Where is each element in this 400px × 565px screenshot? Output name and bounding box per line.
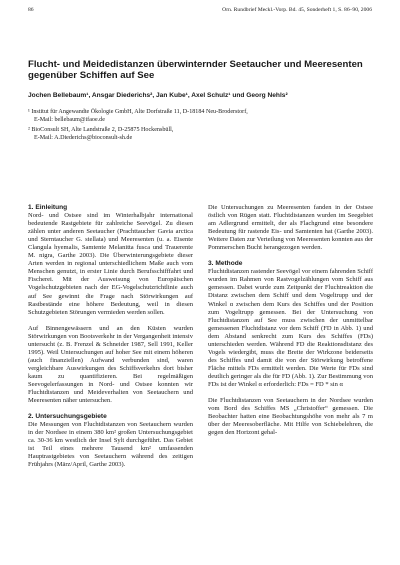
left-column	[28, 204, 193, 469]
page-number: 86	[28, 7, 34, 13]
affiliation-1: ¹ Institut für Angewandte Ökologie GmbH, Alte Dorfstraße 11, D-18184 Neu-Broderstorf,	[28, 109, 248, 115]
section-heading-method: 3. Methode	[208, 260, 243, 268]
author-list: Jochen Bellebaum¹, Ansgar Diederichs², Jan Kube¹, Axel Schulz¹ und Georg Nehls²	[28, 92, 288, 99]
study-areas-continuation: Die Untersuchungen zu Meeresenten fanden in der Ostsee östlich von Rügen statt. Fluchtdistanzen wurden im Seegebiet am Adlergrund ermittelt, der als Flachgrund eine besondere Bedeutung für rastende Eis- und Samtenten hat (Garthe 2003). Weitere Daten zur Verteilung von Meeresenten konnten aus der Pommerschen Bucht herangezogen werden.	[208, 204, 373, 252]
intro-paragraph-1: Nord- und Ostsee sind im Winterhalbjahr international bedeutende Rastgebiete für zahlreiche Seevögel. Zu diesen zählen unter anderen Seetaucher (Prachttaucher Gavia arctica und Sterntaucher G. stellata) und Meeresenten (u. a. Eisente Clangula hyemalis, Samtente Melanitta fusca und Trauerente M. nigra, Garthe 2003). Die Überwinterungsgebiete dieser Arten werden in regional unterschiedlichem Maße auch vom Menschen genutzt, in erster Linie durch Berufsschifffahrt und Fischerei. Mit der Ausweisung von Europäischen Vogelschutzgebieten nach der EG-Vogelschutzrichtlinie auch auf See gewinnt die Frage nach Störwirkungen auf Rastbestände eine höhere Bedeutung, weil in diesen Schutzgebieten Störungen vermieden werden sollen.	[28, 212, 193, 316]
journal-citation: Orn. Rundbrief Meckl.-Vorp. Bd. 45, Sonderheft 1, S. 86–90, 2006	[222, 7, 372, 13]
paper-title: Flucht- und Meidedistanzen überwinternder Seetaucher und Meeresenten gegenüber Schiffen auf See	[28, 59, 363, 82]
affiliation-1-email: E-Mail: bellebaum@ifaoe.de	[34, 117, 105, 123]
study-areas-paragraph: Die Messungen von Fluchtdistanzen von Seetauchern wurden in der Nordsee in einem 380 km² großen Untersuchungsgebiet ca. 30-36 km westlich der Insel Sylt durchgeführt. Das Gebiet ist Teil eines mehrere Tausend km² umfassenden Hauptrastgebietes von Seetauchern während des zeitigen Frühjahrs (März/April, Garthe 2003).	[28, 421, 193, 469]
affiliation-2: ² BioConsult SH, Alte Landstraße 2, D-25875 Hockensbüll,	[28, 127, 174, 133]
running-header	[28, 7, 372, 17]
section-heading-study-areas: 2. Untersuchungsgebiete	[28, 413, 107, 421]
intro-paragraph-2: Auf Binnengewässern und an den Küsten wurden Störwirkungen von Bootsverkehr in der Vergangenheit intensiv untersucht (z. B. Frenzel & Schneider 1987, Sell 1991, Keller 1995). Weil Untersuchungen auf hoher See mit einem höheren (auch finanziellen) Aufwand verbunden sind, waren vergleichbare Auswirkungen des Schiffsverkehrs dort bisher kaum zu quantifizieren. Bei regelmäßigen Seevogelerfassungen in Nord- und Ostsee konnten wir Fluchtdistanzen und Meideverhalten von Seetauchern und Meeresenten näher untersuchen.	[28, 324, 193, 405]
method-paragraph-2: Die Fluchtdistanzen von Seetauchern in der Nordsee wurden vom Bord des Schiffes MS „Christoffer“ gemessen. Die Beobachter hatten eine Beobachtungshöhe von mehr als 7 m über der Meeresoberfläche. Mit Hilfe von Schiebelehren, die gegen den Horizont gehal-	[208, 397, 373, 437]
right-column	[208, 204, 373, 437]
method-paragraph-1: Fluchtdistanzen rastender Seevögel vor einem fahrenden Schiff wurden im Rahmen von Rastvogelzählungen vom Schiff aus gemessen. Dabei wurde zum Zeitpunkt der Fluchtreaktion die Distanz zwischen dem Schiff und dem Vogeltrupp und der Winkel α zwischen dem Kurs des Schiffes und der Position zum Vogeltrupp gemessen. Bei der Untersuchung von Fluchtdistanzen auf See muss zwischen der unmittelbar gemessenen Fluchtdistanz vor dem Schiff (FD in Abb. 1) und dem Abstand senkrecht zum Kurs des Schiffes (FDs) unterschieden werden. Während FD die Reaktionsdistanz des Vogels wiedergibt, muss die Breite der Wirkzone beiderseits des Schiffes und damit die von der Störwirkung betroffene Fläche mittels FDs ermittelt werden. Die Werte für FDs sind deutlich geringer als die für FD (Abb. 1). Zur Bestimmung von FDs ist der Winkel α erforderlich: FDs = FD * sin α	[208, 268, 373, 388]
section-heading-intro: 1. Einleitung	[28, 204, 68, 211]
affiliation-2-email: E-Mail: A.Diederichs@bioconsult-sh.de	[34, 135, 133, 141]
